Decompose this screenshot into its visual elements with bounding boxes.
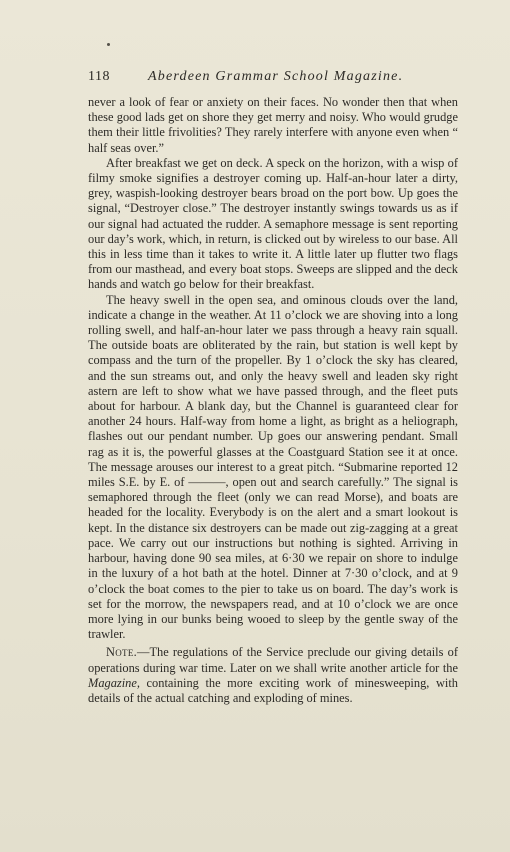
ink-speck <box>107 43 110 46</box>
article-body <box>88 95 458 706</box>
running-title: Aberdeen Grammar School Magazine. <box>148 69 404 84</box>
paragraph-destroyer: After breakfast we get on deck. A speck on the horizon, with a wisp of filmy smoke signifies a destroyer coming up. Half-an-hour later a dirty, grey, waspish-looking destroyer bears broad on the port bow. Up goes the signal, “Destroyer close.” The destroyer instantly swings towards us as if our signal had actuated the rudder. A semaphore message is sent reporting our day’s work, which, in return, is clicked out by wireless to our base. All this in less time than it takes to write it. A little later up flutter two flags from our masthead, and every boat stops. Sweeps are slipped and the deck hands and watch go below for their breakfast. <box>88 155 458 292</box>
paragraph-weather: The heavy swell in the open sea, and ominous clouds over the land, indicate a change in the weather. At 11 o’clock we are shoving into a long rolling swell, and half-an-hour later we pass through a heavy rain squall. The outside boats are obliterated by the rain, but station is well kept by compass and the turn of the propeller. By 1 o’clock the sky has cleared, and the sun streams out, and only the heavy swell and leaden sky right astern are left to show what we have passed through, and the fleet puts about for harbour. A blank day, but the Channel is guaranteed clear for another 24 hours. Half-way from home a light, as bright as a heliograph, flashes out our pendant number. Up goes our answering pendant. Small rag as it is, the powerful glasses at the Coastguard Station see it at once. The message arouses our interest to a great pitch. “Submarine reported 12 miles S.E. by E. of ———, open out and search carefully.” The signal is semaphored through the fleet (only we can read Morse), and boats are headed for the locality. Everybody is on the alert and a smart lookout is kept. In the distance six destroyers can be made out zig-zagging at a great pace. We carry out our instructions but nothing is sighted. Arriving in harbour, having done 90 sea miles, at 6·30 we repair on shore to indulge in the luxury of a hot bath at the hotel. Dinner at 7·30 o’clock, and at 9 o’clock the boat comes to the pier to take us on board. The day’s work is set for the morrow, the newspapers read, and at 10 o’clock we are once more lying in our bunks being wooed to sleep by the gentle sway of the trawler. <box>88 292 458 642</box>
note-label: Note. <box>106 645 138 660</box>
note-text-start: —The regulations of the Service preclude our giving details of operations during war time. Later on we shall write another article for the <box>88 645 458 675</box>
page-number: 118 <box>88 69 110 84</box>
note-text-end: containing the more exciting work of minesweeping, with details of the actual catching and exploding of mines. <box>88 675 458 705</box>
note-magazine-title: Magazine, <box>88 675 140 690</box>
editorial-note <box>88 645 458 706</box>
page-header <box>88 69 458 87</box>
paragraph-continued: never a look of fear or anxiety on their faces. No wonder then that when these good lads get on shore they get merry and noisy. Who would grudge them their little frivolities? They rarely interfere with anyone even when “ half seas over.” <box>88 95 458 155</box>
